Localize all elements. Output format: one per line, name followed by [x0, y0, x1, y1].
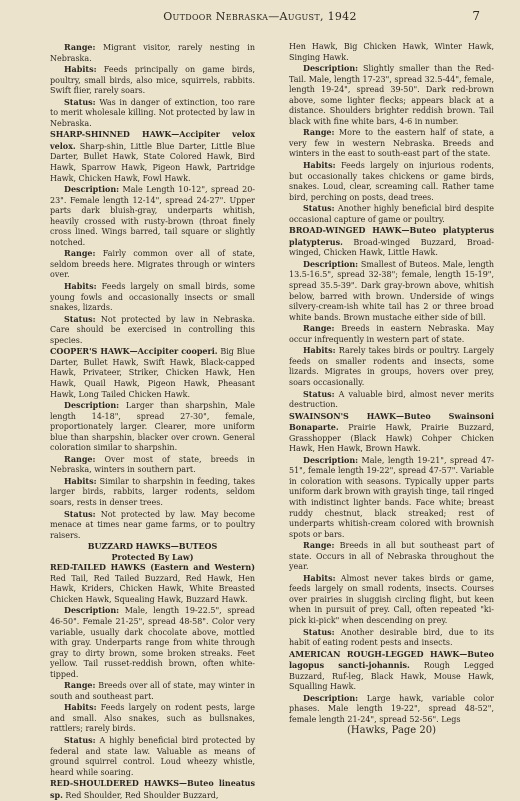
- paragraph: Status: Another highly beneficial bird despite occasional capture of game or poultry.: [289, 203, 494, 224]
- paragraph: Habits: Feeds largely on rodent pests, large and small. Also snakes, such as bullsnakes, rattlers; rarely birds.: [50, 702, 255, 734]
- paragraph: Habits: Almost never takes birds or game, feeds largely on small rodents, insects. Courses over prairies in sluggish circling flight, but keen when in pursuit of prey. Call, often repeated "ki-pick ki-pick" when descending on prey.: [289, 572, 494, 625]
- paragraph: Habits: Feeds largely on small birds, some young fowls and occasionally insects or small snakes, lizards.: [50, 281, 255, 313]
- paragraph: Status: Another desirable bird, due to its habit of eating rodent pests and insects.: [289, 626, 494, 648]
- paragraph: Description: Smallest of Buteos. Male, length 13.5-16.5", spread 32-38"; female, length 15-19", spread 35.5-39". Dark gray-brown above, whitish below, barred with brown. Underside of wings silvery-cream-ish white tail has 2 or three broad white bands. Brown mustache either side of bill.: [289, 258, 494, 322]
- species-entry-red-tailed: RED-TAILED HAWKS (Eastern and Western) Red Tail, Red Tailed Buzzard, Red Hawk, Hen Hawk, Kriders, Chicken Hawk, White Breasted Chicken Hawk, Squealing Hawk, Buzzard Hawk.: [50, 562, 255, 604]
- paragraph: Status: A highly beneficial bird protected by federal and state law. Valuable as means of ground squirrel control. Loud wheezy whistle, heard while soaring.: [50, 735, 255, 777]
- paragraph: Range: More to the eastern half of state, a very few in western Nebraska. Breeds and winters in the east to south-east part of the state.: [289, 127, 494, 159]
- section-subheading: Protected By Law): [111, 551, 194, 562]
- paragraph: Range: Breeds in all but southeast part of state. Occurs in all of Nebraska throughout the year.: [289, 540, 494, 572]
- species-entry-coopers: COOPER'S HAWK—Accipiter cooperi. Big Blue Darter, Bullet Hawk, Swift Hawk, Black-capped Hawk, Privateer, Striker, Chicken Hawk, Hen Hawk, Quail Hawk, Pigeon Hawk, Pheasant Hawk, Long Tailed Chicken Hawk.: [50, 346, 255, 399]
- paragraph: Description: Large hawk, variable color phases. Male length 19-22", spread 48-52", female length 21-24", spread 52-56". Legs: [289, 692, 494, 724]
- paragraph: Range: Fairly common over all of state, seldom breeds here. Migrates through or winters over.: [50, 248, 255, 280]
- paragraph: Range: Over most of state, breeds in Nebraska, winters in southern part.: [50, 453, 255, 475]
- paragraph: Range: Migrant visitor, rarely nesting in Nebraska.: [50, 42, 255, 63]
- paragraph: Description: Male Length 10-12", spread 20-23". Female length 12-14", spread 24-27". Upper parts dark bluish-gray, underparts whitish, heavily crossed with rusty-brown (throat finely cross lined. Wings barred, tail square or slightly notched.: [50, 184, 255, 247]
- running-title: Outdoor Nebraska—August, 1942: [163, 10, 357, 23]
- paragraph: Status: Not protected by law. May become menace at times near game farms, or to poultry raisers.: [50, 508, 255, 540]
- paragraph: Range: Breeds over all of state, may winter in south and southeast part.: [50, 680, 255, 701]
- section-heading: BUZZARD HAWKS—BUTEOS: [87, 541, 218, 552]
- species-entry-broad-winged: BROAD-WINGED HAWK—Buteo platypterus platypterus. Broad-winged Buzzard, Broad-winged, Chicken Hawk, Little Hawk.: [289, 225, 494, 258]
- paragraph: Status: A valuable bird, almost never merits destruction.: [289, 388, 494, 410]
- species-entry-swainsons: SWAINSON'S HAWK—Buteo Swainsoni Bonaparte. Prairie Hawk, Prairie Buzzard, Grasshopper (Black Hawk) Cohper Chicken Hawk, Hen Hawk, Brown Hawk.: [289, 410, 494, 454]
- paragraph: Hen Hawk, Big Chicken Hawk, Winter Hawk, Singing Hawk.: [289, 42, 494, 62]
- species-entry-rough-legged: AMERICAN ROUGH-LEGGED HAWK—Buteo lagopus sancti-johannis. Rough Legged Buzzard, Ruf-leg, Black Hawk, Mouse Hawk, Squalling Hawk.: [289, 648, 494, 692]
- continued-reference: (Hawks, Page 20): [346, 725, 437, 737]
- paragraph: Habits: Feeds principally on game birds, poultry, small birds, also mice, squirrels, rabbits. Swift flier, rarely soars.: [50, 64, 255, 96]
- paragraph: Description: Larger than sharpshin, Male length 14-18", spread 27-30", female, proportionately larger. Clearer, more uniform blue than sharpshin, blacker over crown. General coloration similar to sharpshin.: [50, 400, 255, 453]
- paragraph: Range: Breeds in eastern Nebraska. May occur infrequently in western part of state.: [289, 323, 494, 344]
- paragraph: Description: Male, length 19-22.5", spread 46-50". Female 21-25", spread 48-58". Color very variable, usually dark chocolate above, mottled with gray. Underparts range from white through gray to dirty brown, some broken streaks. Feet yellow. Tail russet-reddish brown, often white-tipped.: [50, 605, 255, 679]
- species-entry-red-shouldered: RED-SHOULDERED HAWKS—Buteo lineatus sp. Red Shoulder, Red Shoulder Buzzard,: [50, 778, 255, 800]
- species-entry-sharp-shinned: SHARP-SHINNED HAWK—Accipiter velox velox. Sharp-shin, Little Blue Darter, Little Blue Darter, Bullet Hawk, State Colored Hawk, Bird Hawk, Sparrow Hawk, Pigeon Hawk, Partridge Hawk, Chicken Hawk, Fowl Hawk.: [50, 129, 255, 183]
- left-column: [50, 42, 255, 801]
- page-number: 7: [472, 9, 480, 23]
- paragraph: Description: Slightly smaller than the Red-Tail. Male, length 17-23", spread 32.5-44", female, length 19-24", spread 39-50". Dark red-brown above, some lighter flecks; appears black at a distance. Shoulders brighter reddish brown. Tail black with fine white bars, 4-6 in number.: [289, 63, 494, 126]
- paragraph: Habits: Rarely takes birds or poultry. Largely feeds on smaller rodents and insects, some lizards. Migrates in groups, hovers over prey, soars occasionally.: [289, 345, 494, 387]
- paragraph: Description: Male, length 19-21", spread 47-51", female length 19-22", spread 47-57". Variable in coloration with seasons. Typically upper parts uniform dark brown with grayish tinge, tail ringed with indistinct lighter bands. Face white; breast ruddy chestnut, black streaked; rest of underparts whitish-cream colored with brownish spots or bars.: [289, 454, 494, 539]
- paragraph: Habits: Feeds largely on injurious rodents, but occasionally takes chickens or game birds, snakes. Loud, clear, screaming call. Rather tame bird, perching on posts, dead trees.: [289, 160, 494, 202]
- paragraph: Habits: Similar to sharpshin in feeding, takes larger birds, rabbits, larger rodents, seldom soars, rests in denser trees.: [50, 475, 255, 507]
- paragraph: Status: Was in danger of extinction, too rare to merit wholesale killing. Not protected by law in Nebraska.: [50, 96, 255, 128]
- right-column: [289, 42, 494, 737]
- paragraph: Status: Not protected by law in Nebraska. Care should be exercised in controlling this species.: [50, 313, 255, 345]
